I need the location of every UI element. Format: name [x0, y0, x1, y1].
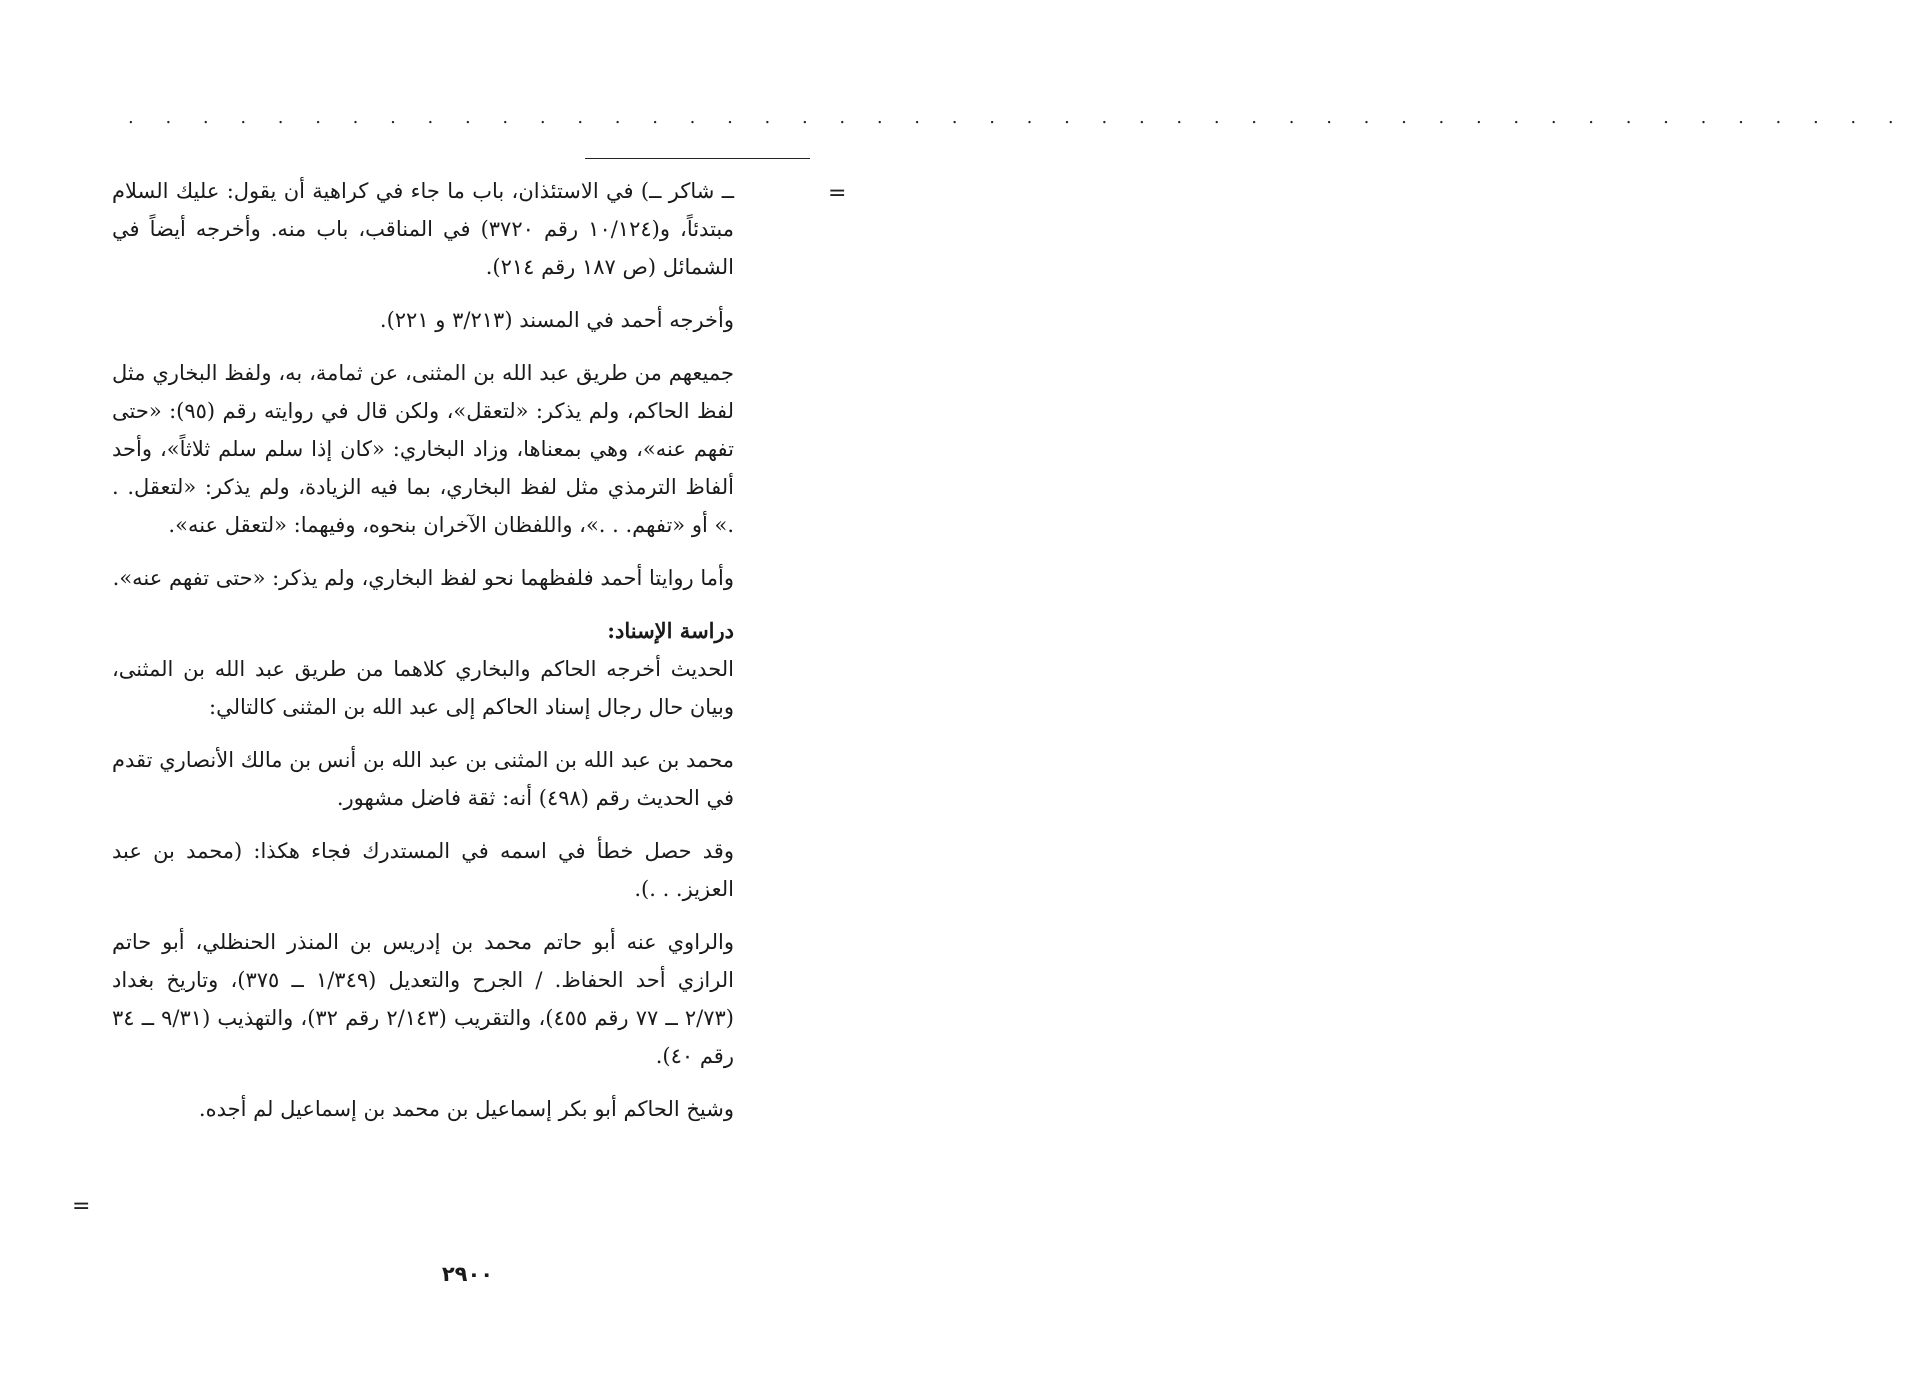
narrator-abu-hatim-paragraph: والراوي عنه أبو حاتم محمد بن إدريس بن المنذر الحنظلي، أبو حاتم الرازي أحد الحفاظ. / الجرح والتعديل (١/٣٤٩ ــ ٣٧٥)، وتاريخ بغداد (٢/٧٣ ــ ٧٧ رقم ٤٥٥)، والتقريب (٢/١٤٣ رقم ٣٢)، والتهذيب (٩/٣١ ــ ٣٤ رقم ٤٠).	[112, 930, 735, 1068]
name-error-paragraph: وقد حصل خطأ في اسمه في المستدرك فجاء هكذا: (محمد بن عبد العزيز. . .).	[112, 839, 734, 901]
narrator-muhammad-paragraph: محمد بن عبد الله بن المثنى بن عبد الله بن أنس بن مالك الأنصاري تقدم في الحديث رقم (٤٩٨) أنه: ثقة فاضل مشهور.	[112, 748, 734, 810]
footnote-rule	[585, 158, 810, 159]
footnote-continuation-paragraph: ــ شاكر ــ) في الاستئذان، باب ما جاء في كراهية أن يقول: عليك السلام مبتدئاً، و(١٠/١٢٤ رقم ٣٧٢٠) في المناقب، باب منه. وأخرجه أيضاً في الشمائل (ص ١٨٧ رقم ٢١٤).	[112, 179, 735, 279]
wording-comparison-paragraph: جميعهم من طريق عبد الله بن المثنى، عن ثمامة، به، ولفظ البخاري مثل لفظ الحاكم، ولم يذكر: «لتعقل»، ولكن قال في روايته رقم (٩٥): «حتى تفهم عنه»، وهي بمعناها، وزاد البخاري: «كان إذا سلم سلم ثلاثاً»، وأحد ألفاظ الترمذي مثل لفظ البخاري، بما فيه الزيادة، ولم يذكر: «لتعقل. . .» أو «تفهم. . .»، واللفظان الآخران بنحوه، وفيهما: «لتعقل عنه».	[112, 361, 734, 537]
main-text-column	[112, 172, 734, 1143]
ahmad-reference-paragraph: وأخرجه أحمد في المسند (٣/٢١٣ و ٢٢١).	[379, 308, 734, 332]
isnad-intro-paragraph: الحديث أخرجه الحاكم والبخاري كلاهما من طريق عبد الله بن المثنى، وبيان حال رجال إسناد الحاكم إلى عبد الله بن المثنى كالتالي:	[112, 657, 734, 719]
dotted-separator: . . . . . . . . . . . . . . . . . . . . . . . . . . . . . . . . . . . . . . . . . . . . . . . .	[128, 107, 1907, 128]
section-heading: دراسة الإسناد:	[607, 618, 734, 643]
continuation-mark-top: =	[828, 181, 847, 206]
page-number: ٢٩٠٠	[441, 1262, 494, 1286]
continuation-mark-bottom: =	[72, 1194, 91, 1219]
ahmad-wording-paragraph: وأما روايتا أحمد فلفظهما نحو لفظ البخاري، ولم يذكر: «حتى تفهم عنه».	[112, 566, 734, 590]
shaykh-hakim-paragraph: وشيخ الحاكم أبو بكر إسماعيل بن محمد بن إسماعيل لم أجده.	[198, 1097, 734, 1121]
